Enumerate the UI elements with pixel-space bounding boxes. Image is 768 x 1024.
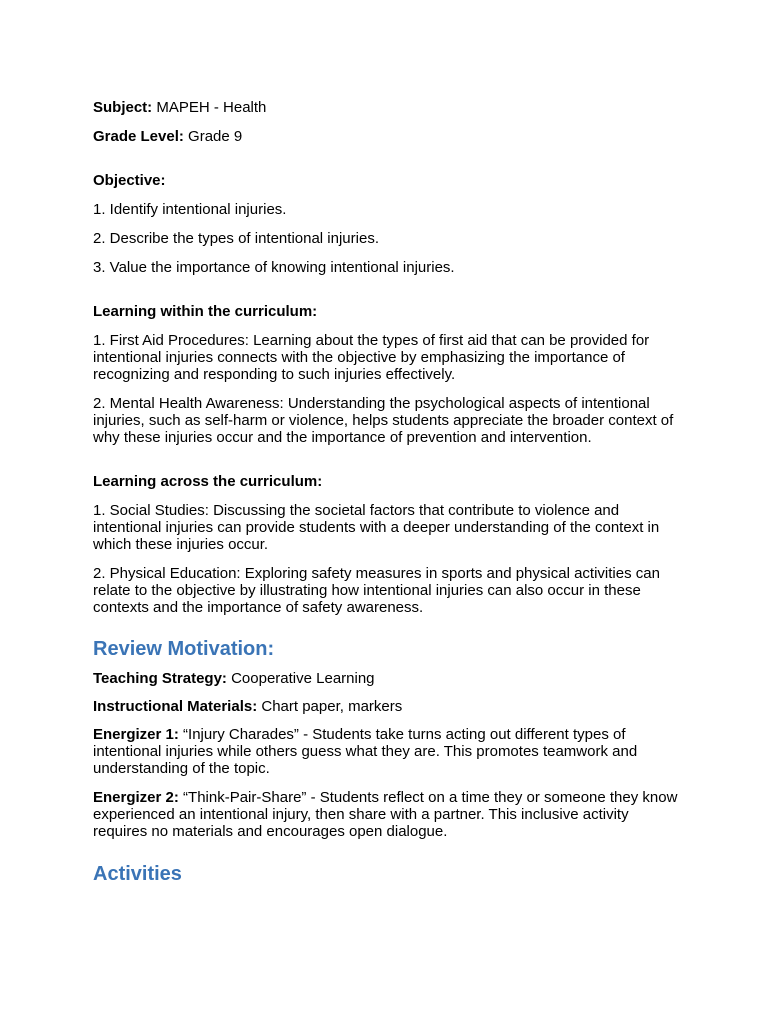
energizer-2 xyxy=(93,789,683,840)
learning-across-item: 1. Social Studies: Discussing the societal factors that contribute to violence and intentional injuries can provide students with a deeper understanding of the context in which these injuries occur. xyxy=(93,502,660,553)
subject-line xyxy=(93,99,683,116)
teaching-strategy-line xyxy=(93,670,683,687)
learning-within-item: 2. Mental Health Awareness: Understanding the psychological aspects of intentional injuries, such as self-harm or violence, helps students appreciate the broader context of why these injuries occur and the importance of prevention and intervention. xyxy=(93,395,674,446)
instructional-materials-value: Chart paper, markers xyxy=(257,698,403,715)
instructional-materials-line xyxy=(93,698,683,715)
energizer-1 xyxy=(93,726,683,777)
teaching-strategy-label: Teaching Strategy: xyxy=(93,670,227,687)
objective-label: Objective: xyxy=(93,172,166,189)
teaching-strategy-value: Cooperative Learning xyxy=(226,670,375,687)
instructional-materials-label: Instructional Materials: xyxy=(93,698,258,715)
learning-within-item: 1. First Aid Procedures: Learning about the types of first aid that can be provided for intentional injuries connects with the objective by emphasizing the importance of recognizing and responding to such injuries effectively. xyxy=(93,332,650,383)
activities-heading: Activities xyxy=(93,863,182,885)
learning-across-item: 2. Physical Education: Exploring safety measures in sports and physical activities can relate to the objective by illustrating how intentional injuries can also occur in these contexts and the importance of safety awareness. xyxy=(93,565,660,616)
objective-item: 3. Value the importance of knowing intentional injuries. xyxy=(93,259,455,276)
review-motivation-heading: Review Motivation: xyxy=(93,638,275,660)
learning-within-label: Learning within the curriculum: xyxy=(93,303,318,320)
grade-level-line xyxy=(93,128,683,145)
energizer-2-label: Energizer 2: xyxy=(93,789,179,806)
grade-level-label: Grade Level: xyxy=(93,128,184,145)
objective-item: 2. Describe the types of intentional injuries. xyxy=(93,230,379,247)
document-page xyxy=(93,99,683,895)
subject-value: MAPEH - Health xyxy=(152,99,267,116)
energizer-1-label: Energizer 1: xyxy=(93,726,179,743)
subject-label: Subject: xyxy=(93,99,153,116)
energizer-1-text: “Injury Charades” - Students take turns acting out different types of intentional injuries while others guess what they are. This promotes teamwork and understanding of the topic. xyxy=(93,726,638,777)
learning-across-label: Learning across the curriculum: xyxy=(93,473,323,490)
grade-level-value: Grade 9 xyxy=(183,128,243,145)
energizer-2-text: “Think-Pair-Share” - Students reflect on a time they or someone they know experienced an intentional injury, then share with a partner. This inclusive activity requires no materials and encourages open dialogue. xyxy=(93,789,678,840)
objective-item: 1. Identify intentional injuries. xyxy=(93,201,287,218)
